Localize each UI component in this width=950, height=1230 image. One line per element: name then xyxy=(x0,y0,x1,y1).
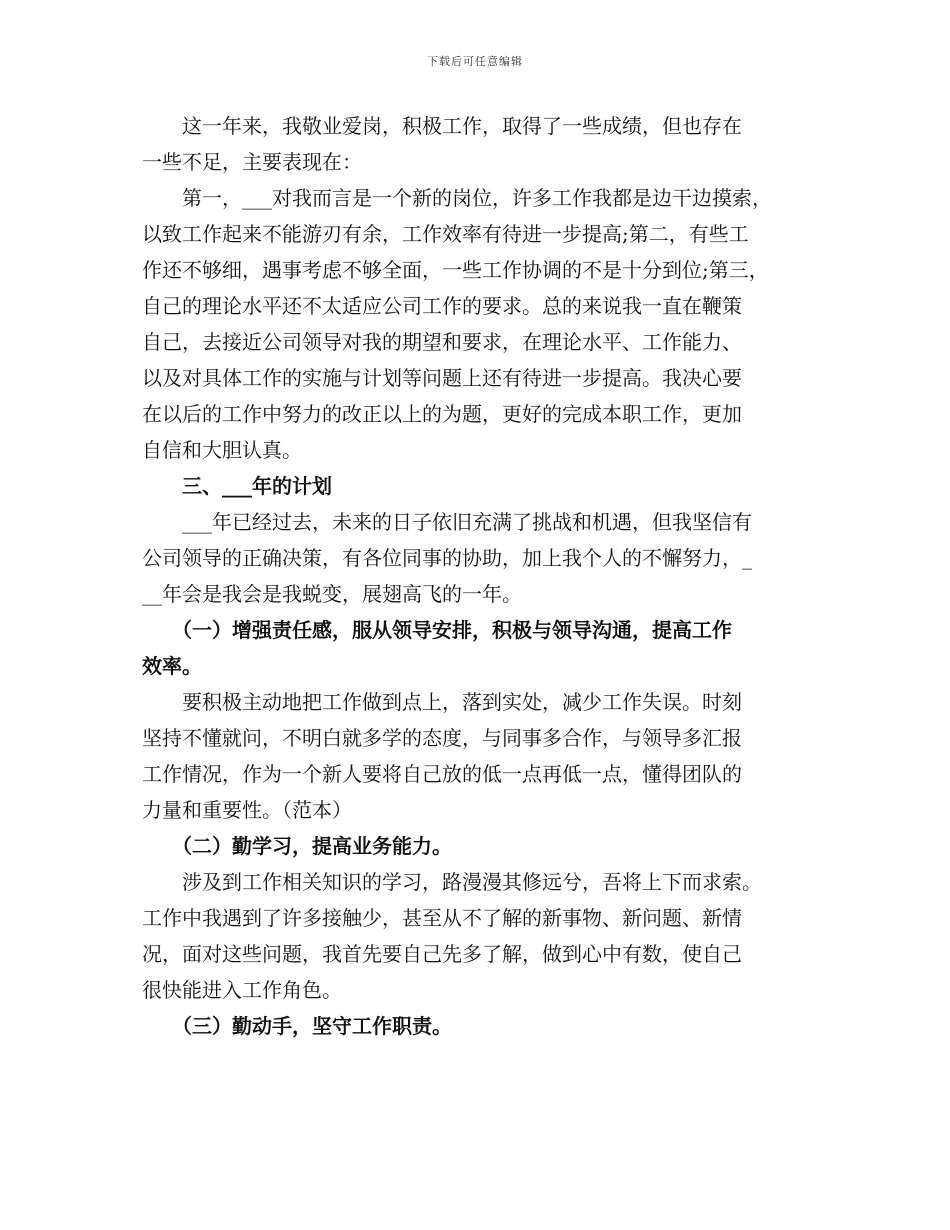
text-line: ___年已经过去，未来的日子依旧充满了挑战和机遇，但我坚信有 xyxy=(142,510,752,534)
text-line: 涉及到工作相关知识的学习，路漫漫其修远兮，吾将上下而求索。 xyxy=(142,870,762,894)
text-line: 坚持不懂就问，不明白就多学的态度，与同事多合作，与领导多汇报 xyxy=(142,726,742,750)
text-line: 工作中我遇到了许多接触少，甚至从不了解的新事物、新问题、新情 xyxy=(142,906,742,930)
text-line: 力量和重要性。（范本） xyxy=(142,798,352,822)
text-line: 自己，去接近公司领导对我的期望和要求，在理论水平、工作能力、 xyxy=(142,330,742,354)
page-header: 下载后可任意编辑 xyxy=(427,55,523,68)
text-line: 公司领导的正确决策，有各位同事的协助，加上我个人的不懈努力，_ xyxy=(142,546,752,570)
text-line: 很快能进入工作角色。 xyxy=(142,978,342,1002)
subsection-heading: （一）增强责任感，服从领导安排，积极与领导沟通，提高工作 xyxy=(142,618,732,642)
text-line: __年会是我会是我蜕变，展翅高飞的一年。 xyxy=(142,582,522,606)
text-line: 以致工作起来不能游刃有余，工作效率有待进一步提高;第二，有些工 xyxy=(142,222,749,246)
subsection-heading: （二）勤学习，提高业务能力。 xyxy=(142,834,452,858)
text-line: 自信和大胆认真。 xyxy=(142,438,302,462)
text-line: 在以后的工作中努力的改正以上的为题，更好的完成本职工作，更加 xyxy=(142,402,742,426)
text-line: 要积极主动地把工作做到点上，落到实处，减少工作失误。时刻 xyxy=(142,690,742,714)
text-line: 第一，___对我而言是一个新的岗位，许多工作我都是边干边摸索， xyxy=(142,186,772,210)
subsection-heading: （三）勤动手，坚守工作职责。 xyxy=(142,1014,452,1038)
subsection-heading: 效率。 xyxy=(142,654,202,678)
text-line: 况，面对这些问题，我首先要自己先多了解，做到心中有数，使自己 xyxy=(142,942,742,966)
text-line: 自己的理论水平还不太适应公司工作的要求。总的来说我一直在鞭策 xyxy=(142,294,742,318)
text-line: 一些不足，主要表现在： xyxy=(142,150,362,174)
text-line: 以及对具体工作的实施与计划等问题上还有待进一步提高。我决心要 xyxy=(142,366,742,390)
text-line: 工作情况，作为一个新人要将自己放的低一点再低一点，懂得团队的 xyxy=(142,762,742,786)
text-line: 作还不够细，遇事考虑不够全面，一些工作协调的不是十分到位;第三， xyxy=(142,258,769,282)
text-line: 这一年来，我敬业爱岗，积极工作，取得了一些成绩，但也存在 xyxy=(142,114,742,138)
section-heading: 三、___年的计划 xyxy=(142,474,332,498)
